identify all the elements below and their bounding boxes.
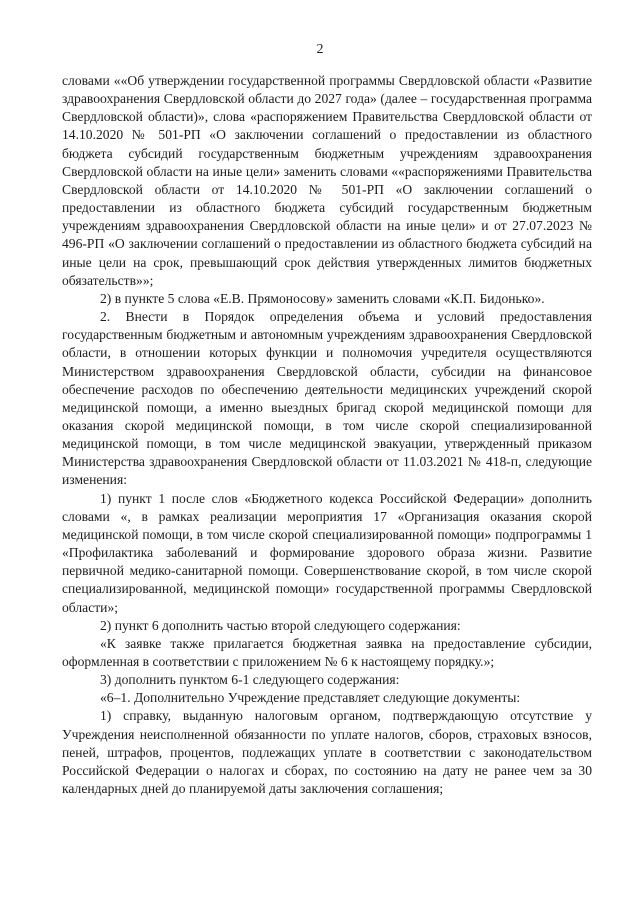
paragraph-quoted-text: «К заявке также прилагается бюджетная заявка на предоставление субсидии, оформленная в соответствии с приложением № 6 к настоящему порядку.»;	[62, 635, 592, 669]
page-number: 2	[316, 42, 324, 57]
paragraph-clause-6-1: «6–1. Дополнительно Учреждение представляет следующие документы:	[100, 690, 521, 706]
paragraph-change-1: 1) пункт 1 после слов «Бюджетного кодекса Российской Федерации» дополнить словами «, в рамках реализации мероприятия 17 «Организация оказания скорой медицинской помощи, в том числе скорой специализированной помощи» подпрограммы 1 «Профилактика заболеваний и формирование здорового образа жизни. Развитие первичной медико-санитарной помощи. Совершенствование скорой, в том числе скорой специализированной, медицинской помощи» государственной программы Свердловской области»;	[62, 490, 592, 615]
paragraph-change-3: 3) дополнить пунктом 6-1 следующего содержания:	[100, 672, 400, 688]
paragraph-continuation: словами ««Об утверждении государственной программы Свердловской области «Развитие здравоохранения Свердловской области до 2027 года» (далее – государственная программа Свердловской области)», слова «распоряжением Правительства Свердловской области от 14.10.2020 № 501-РП «О заключении соглашений о предоставлении из областного бюджета субсидий государственным бюджетным учреждениям здравоохранения Свердловской области на иные цели» заменить словами ««распоряжениями Правительства Свердловской области от 14.10.2020 № 501-РП «О заключении соглашений о предоставлении из областного бюджета субсидий государственным бюджетным учреждениям здравоохранения Свердловской области на иные цели» и от 27.07.2023 № 496-РП «О заключении соглашений о предоставлении из областного бюджета субсидий на иные цели на срок, превышающий срок действия утвержденных лимитов бюджетных обязательств»»;	[62, 73, 592, 288]
paragraph-change-2: 2) пункт 6 дополнить частью второй следующего содержания:	[100, 617, 461, 633]
document-body	[62, 72, 592, 798]
paragraph-section-2: 2. Внести в Порядок определения объема и условий предоставления государственным бюджетным и автономным учреждениям здравоохранения Свердловской области, в отношении которых функции и полномочия учредителя осуществляются Министерством здравоохранения Свердловской области, субсидии на финансовое обеспечение расходов по обеспечению деятельности медицинских учреждений скорой медицинской помощи, а именно выездных бригад скорой медицинской помощи для оказания скорой медицинской помощи, в том числе скорой специализированной медицинской помощи, в том числе медицинской эвакуации, утвержденный приказом Министерства здравоохранения Свердловской области от 11.03.2021 № 418-п, следующие изменения:	[62, 309, 592, 488]
paragraph-amendment-item-2: 2) в пункте 5 слова «Е.В. Прямоносову» заменить словами «К.П. Бидонько».	[100, 290, 545, 306]
paragraph-clause-6-1-item-1: 1) справку, выданную налоговым органом, подтверждающую отсутствие у Учреждения неисполненной обязанности по уплате налогов, сборов, страховых взносов, пеней, штрафов, процентов, подлежащих уплате в соответствии с законодательством Российской Федерации о налогах и сборах, по состоянию на дату не ранее чем за 30 календарных дней до планируемой даты заключения соглашения;	[62, 708, 592, 797]
